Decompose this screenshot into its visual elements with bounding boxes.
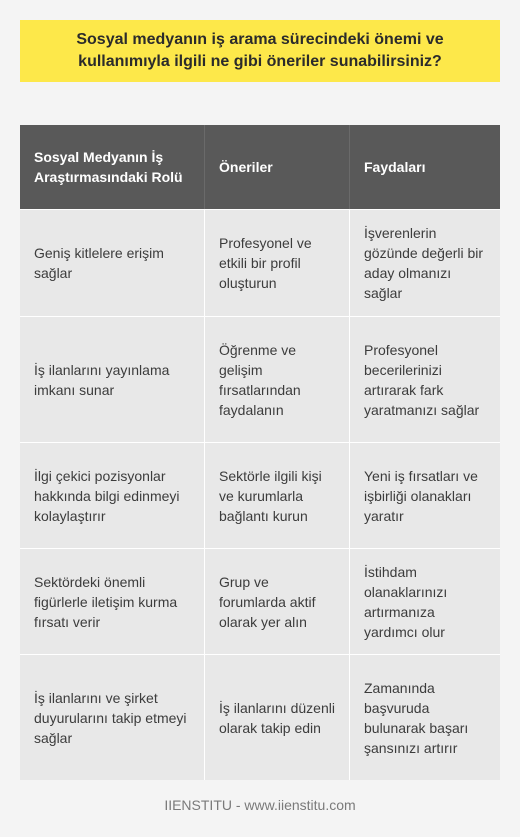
table-row bbox=[20, 442, 500, 548]
table-cell-suggestion: Profesyonel ve etkili bir profil oluşturun bbox=[205, 210, 350, 316]
table-cell-role: Geniş kitlelere erişim sağlar bbox=[20, 210, 205, 316]
table-cell-benefit: Zamanında başvuruda bulunarak başarı şansınızı artırır bbox=[364, 679, 469, 756]
table-cell-role: Sektördeki önemli figürlerle iletişim kurma fırsatı verir bbox=[20, 549, 205, 654]
table-row bbox=[20, 548, 500, 654]
table-cell-suggestion: Sektörle ilgili kişi ve kurumlarla bağlantı kurun bbox=[205, 443, 350, 548]
header-cell-role: Sosyal Medyanın İş Araştırmasındaki Rolü bbox=[20, 125, 205, 209]
comparison-table bbox=[20, 125, 500, 780]
table-cell-benefit: Profesyonel becerilerinizi artırarak fark yaratmanızı sağlar bbox=[364, 341, 480, 418]
table-header-row bbox=[20, 125, 500, 209]
table-cell-role: İş ilanlarını yayınlama imkanı sunar bbox=[20, 317, 205, 442]
table-row bbox=[20, 209, 500, 316]
table-row bbox=[20, 654, 500, 780]
table-cell-benefit: Yeni iş fırsatları ve işbirliği olanakları yaratır bbox=[364, 467, 478, 524]
title-banner bbox=[20, 20, 500, 82]
table-row bbox=[20, 316, 500, 442]
table-cell-role: İlgi çekici pozisyonlar hakkında bilgi edinmeyi kolaylaştırır bbox=[20, 443, 205, 548]
table-cell-suggestion: Grup ve forumlarda aktif olarak yer alın bbox=[205, 549, 350, 654]
page-title: Sosyal medyanın iş arama sürecindeki önemi ve kullanımıyla ilgili ne gibi öneriler sunabilirsiniz? bbox=[76, 31, 444, 70]
table-cell-benefit: İstihdam olanaklarınızı artırmanıza yardımcı olur bbox=[364, 563, 448, 640]
footer-credit: IIENSTITU - www.iienstitu.com bbox=[164, 797, 356, 813]
header-cell-benefits: Faydaları bbox=[364, 159, 426, 175]
header-cell-suggestions: Öneriler bbox=[205, 125, 350, 209]
table-cell-benefit: İşverenlerin gözünde değerli bir aday olmanızı sağlar bbox=[364, 225, 484, 301]
table-cell-role: İş ilanlarını ve şirket duyurularını takip etmeyi sağlar bbox=[20, 655, 205, 780]
table-cell-suggestion: Öğrenme ve gelişim fırsatlarından faydalanın bbox=[205, 317, 350, 442]
table-cell-suggestion: İş ilanlarını düzenli olarak takip edin bbox=[205, 655, 350, 780]
